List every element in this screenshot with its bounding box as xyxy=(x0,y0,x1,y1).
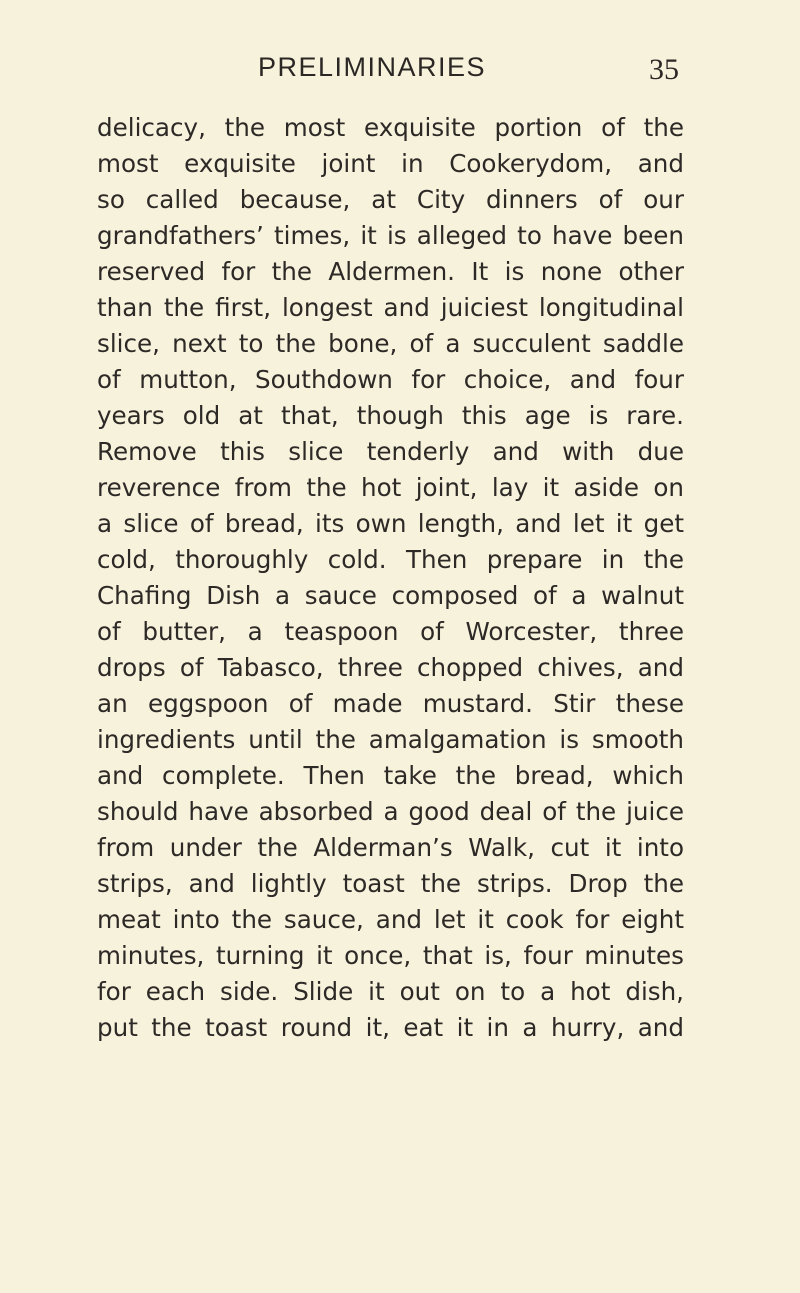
text-line: reserved for the Aldermen. It is none other xyxy=(97,257,684,286)
text-line: reverence from the hot joint, lay it aside on xyxy=(97,473,684,502)
text-line: strips, and lightly toast the strips. Drop the xyxy=(97,869,684,898)
chapter-title: PRELIMINARIES xyxy=(258,52,487,82)
page-number: 35 xyxy=(649,53,679,86)
text-line: than the first, longest and juiciest longitudinal xyxy=(97,293,684,322)
text-line: grandfathers’ times, it is alleged to have been xyxy=(97,221,684,250)
text-line: should have absorbed a good deal of the juice xyxy=(97,797,684,826)
text-line: Remove this slice tenderly and with due xyxy=(97,437,684,466)
running-header xyxy=(0,52,800,92)
text-line: put the toast round it, eat it in a hurry, and xyxy=(97,1013,684,1042)
text-line: ingredients until the amalgamation is smooth xyxy=(97,725,684,754)
text-line: an eggspoon of made mustard. Stir these xyxy=(97,689,684,718)
text-line: of mutton, Southdown for choice, and four xyxy=(97,365,684,394)
text-line: Chafing Dish a sauce composed of a walnut xyxy=(97,581,684,610)
text-line: minutes, turning it once, that is, four minutes xyxy=(97,941,684,970)
text-line: most exquisite joint in Cookerydom, and xyxy=(97,149,684,178)
text-line: slice, next to the bone, of a succulent saddle xyxy=(97,329,684,358)
text-line: years old at that, though this age is rare. xyxy=(97,401,684,430)
text-line: so called because, at City dinners of our xyxy=(97,185,684,214)
text-line: and complete. Then take the bread, which xyxy=(97,761,684,790)
text-line: cold, thoroughly cold. Then prepare in the xyxy=(97,545,684,574)
text-line: for each side. Slide it out on to a hot dish, xyxy=(97,977,684,1006)
text-line: a slice of bread, its own length, and let it get xyxy=(97,509,684,538)
text-line: of butter, a teaspoon of Worcester, three xyxy=(97,617,684,646)
text-line: drops of Tabasco, three chopped chives, and xyxy=(97,653,684,682)
text-line: meat into the sauce, and let it cook for eight xyxy=(97,905,684,934)
text-line: from under the Alderman’s Walk, cut it into xyxy=(97,833,684,862)
text-line: delicacy, the most exquisite portion of the xyxy=(97,113,684,142)
